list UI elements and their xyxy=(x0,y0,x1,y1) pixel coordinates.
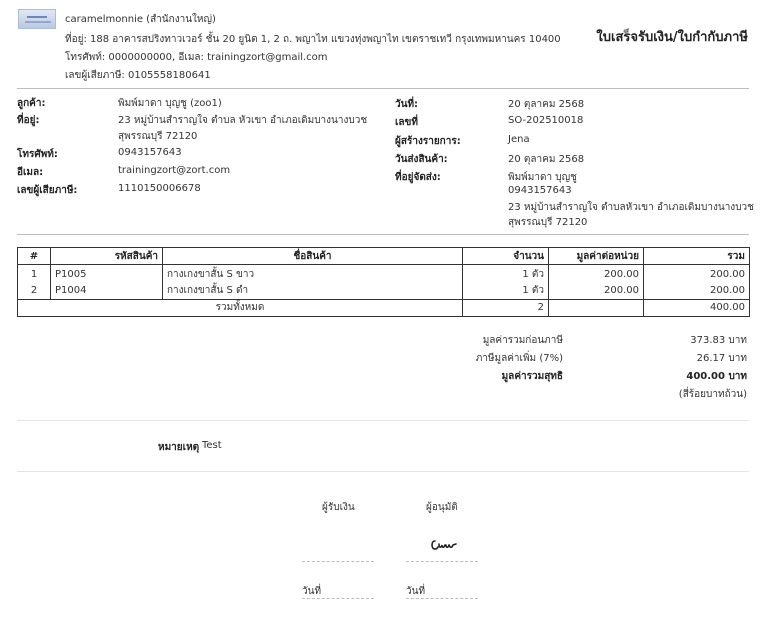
doc-number: SO-202510018 xyxy=(508,115,584,126)
row-code: P1005 xyxy=(51,265,163,283)
footer-total: 400.00 xyxy=(644,299,750,316)
doc-creator-label: ผู้สร้างรายการ: xyxy=(395,136,461,147)
summary-divider xyxy=(17,420,749,421)
row-qty: 1 ตัว xyxy=(463,282,549,299)
header-divider xyxy=(17,88,749,89)
header-qty: จำนวน xyxy=(463,248,549,265)
ship-address-label: ที่อยู่จัดส่ง: xyxy=(395,172,441,183)
note-label: หมายเหตุ xyxy=(158,442,200,453)
vat-label: ภาษีมูลค่าเพิ่ม (7%) xyxy=(475,353,563,364)
customer-phone-label: โทรศัพท์: xyxy=(17,149,58,160)
footer-label: รวมทั้งหมด xyxy=(18,299,463,316)
row-total: 200.00 xyxy=(644,265,750,283)
customer-address-label: ที่อยู่: xyxy=(17,115,40,126)
approver-signature xyxy=(430,538,458,552)
row-name: กางเกงขาสั้น S ดำ xyxy=(163,282,463,299)
net-total-label: มูลค่ารวมสุทธิ xyxy=(501,371,563,382)
items-table xyxy=(17,247,750,317)
footer-qty: 2 xyxy=(463,299,549,316)
pre-tax-label: มูลค่ารวมก่อนภาษี xyxy=(482,335,563,346)
customer-name-label: ลูกค้า: xyxy=(17,98,46,109)
row-unit-price: 200.00 xyxy=(549,282,644,299)
header-name: ชื่อสินค้า xyxy=(163,248,463,265)
approver-date-line xyxy=(406,598,478,599)
receiver-date-line xyxy=(302,598,374,599)
net-total-words: (สี่ร้อยบาทถ้วน) xyxy=(678,389,747,400)
doc-date: 20 ตุลาคม 2568 xyxy=(508,99,585,110)
customer-address-line1: 23 หมู่บ้านสำราญใจ ตำบล หัวเขา อำเภอเดิมบางนางบวช xyxy=(118,115,368,126)
company-logo xyxy=(18,9,56,29)
customer-name: พิมพ์มาดา บุญชู (zoo1) xyxy=(118,98,222,109)
info-divider xyxy=(17,234,749,235)
customer-address-line2: สุพรรณบุรี 72120 xyxy=(118,131,198,142)
table-header-row xyxy=(18,248,750,265)
row-total: 200.00 xyxy=(644,282,750,299)
approver-label: ผู้อนุมัติ xyxy=(426,502,458,513)
ship-name: พิมพ์มาดา บุญชู xyxy=(508,172,577,183)
row-name: กางเกงขาสั้น S ขาว xyxy=(163,265,463,283)
header-total: รวม xyxy=(644,248,750,265)
customer-tax-label: เลขผู้เสียภาษี: xyxy=(17,185,78,196)
document-title: ใบเสร็จรับเงิน/ใบกำกับภาษี xyxy=(596,30,748,45)
note-text: Test xyxy=(202,440,222,451)
ship-address-line1: 23 หมู่บ้านสำราญใจ ตำบลหัวเขา อำเภอเดิมบางนางบวช xyxy=(508,202,754,213)
row-code: P1004 xyxy=(51,282,163,299)
note-divider xyxy=(17,471,749,472)
receiver-label: ผู้รับเงิน xyxy=(322,502,355,513)
ship-address-line2: สุพรรณบุรี 72120 xyxy=(508,217,588,228)
receiver-date-label: วันที่ xyxy=(302,586,322,597)
table-row xyxy=(18,265,750,283)
row-no: 2 xyxy=(18,282,51,299)
footer-empty xyxy=(549,299,644,316)
vat-value: 26.17 บาท xyxy=(696,353,747,364)
pre-tax-value: 373.83 บาท xyxy=(690,335,747,346)
row-unit-price: 200.00 xyxy=(549,265,644,283)
company-tax-id: เลขผู้เสียภาษี: 0105558180641 xyxy=(65,70,211,81)
ship-phone: 0943157643 xyxy=(508,185,572,196)
row-qty: 1 ตัว xyxy=(463,265,549,283)
customer-email: trainingzort@zort.com xyxy=(118,165,231,176)
company-address: ที่อยู่: 188 อาคารสปริงทาวเวอร์ ชั้น 20 ยูนิต 1, 2 ถ. พญาไท แขวงทุ่งพญาไท เขตราชเทวี กรุงเทพมหานคร 10400 xyxy=(65,34,561,45)
receiver-signature-line xyxy=(302,561,374,562)
doc-number-label: เลขที่ xyxy=(395,117,418,128)
row-no: 1 xyxy=(18,265,51,283)
doc-creator: Jena xyxy=(508,134,530,145)
header-code: รหัสสินค้า xyxy=(51,248,163,265)
company-contact: โทรศัพท์: 0000000000, อีเมล: trainingzort@gmail.com xyxy=(65,52,328,63)
net-total-value: 400.00 บาท xyxy=(686,371,747,382)
customer-tax-id: 1110150006678 xyxy=(118,183,201,194)
customer-email-label: อีเมล: xyxy=(17,167,44,178)
table-footer-row xyxy=(18,299,750,316)
table-row xyxy=(18,282,750,299)
customer-phone: 0943157643 xyxy=(118,147,182,158)
delivery-date-label: วันส่งสินค้า: xyxy=(395,154,448,165)
company-name: caramelmonnie (สำนักงานใหญ่) xyxy=(65,14,216,25)
approver-date-label: วันที่ xyxy=(406,586,426,597)
header-unit-price: มูลค่าต่อหน่วย xyxy=(549,248,644,265)
approver-signature-line xyxy=(406,561,478,562)
header-no: # xyxy=(18,248,51,265)
doc-date-label: วันที่: xyxy=(395,99,419,110)
delivery-date: 20 ตุลาคม 2568 xyxy=(508,154,585,165)
